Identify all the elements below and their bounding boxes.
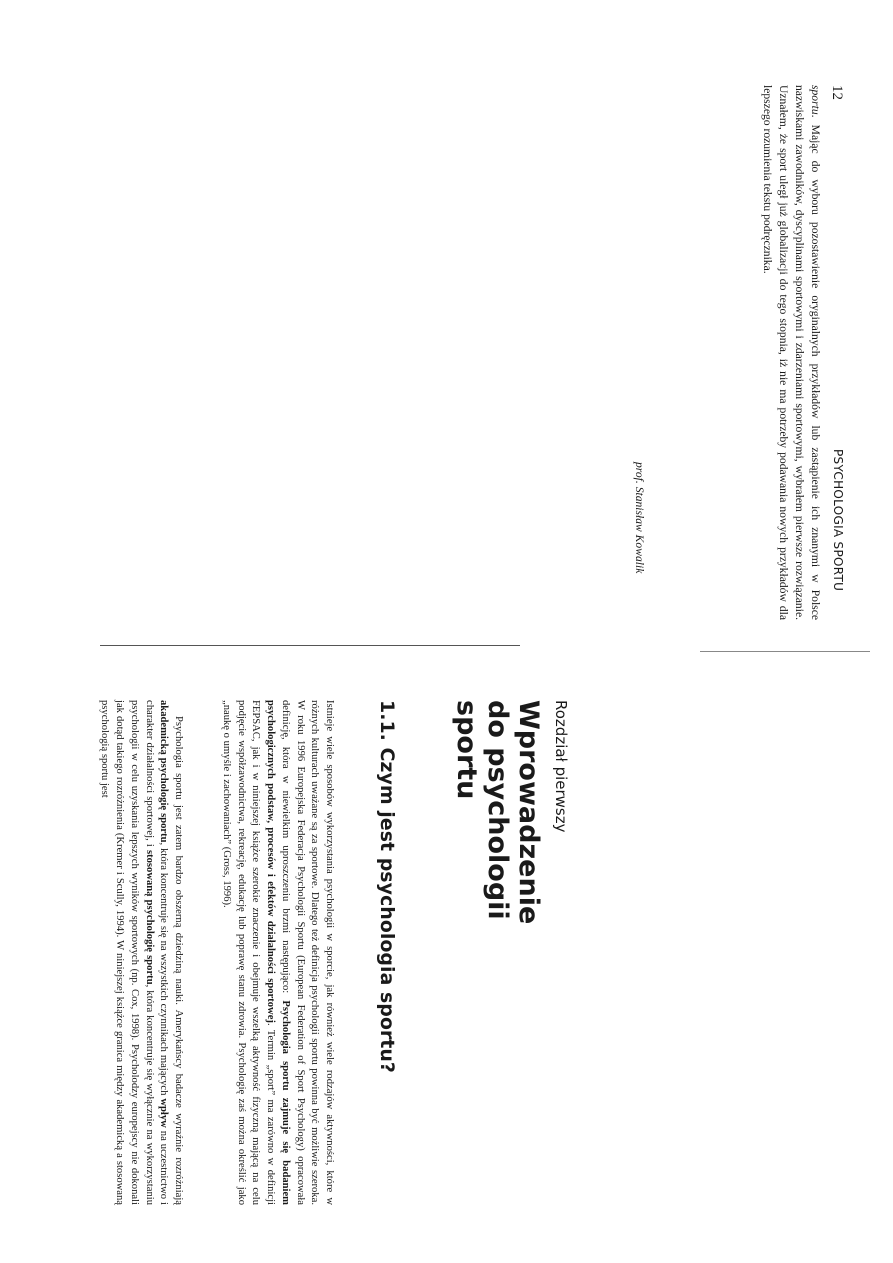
- text-run: Psychologia sportu jest zatem bardzo obszerną dziedziną nauki. Amerykańscy badacze wyraźnie rozróżniają: [173, 716, 184, 1205]
- section-paragraph-2: [97, 700, 185, 1205]
- chapter-label: Rozdział pierwszy: [552, 700, 570, 833]
- author-signature: prof. Stanisław Kowalik: [633, 462, 646, 574]
- page-number: 12: [829, 85, 845, 100]
- preface-paragraph: [759, 85, 823, 620]
- page-divider-left: [100, 645, 520, 646]
- top-page: [85, 85, 845, 625]
- chapter-page: [10, 700, 570, 1210]
- running-head: PSYCHOLOGIA SPORTU: [831, 449, 845, 592]
- text-run: akademicką psychologię sportu: [158, 700, 170, 843]
- text-run: , która koncentruje się na wszystkich czynnikach mających: [158, 842, 170, 1099]
- text-run: Psychologia sportu zajmuje się badaniem psychologicznych podstaw, procesów i efektów działalności sportowej: [265, 700, 291, 1205]
- text-run: . Mając do wyboru pozostawienie oryginalnych przykładów lub zastąpienie ich znanymi w Polsce nazwiskami zawodników, dyscyplinami sportowymi i zdarzeniami sportowymi, wybrałem pierwsze rozwiązanie. Uznałem, że sport uległ już globalizacji do tego stopnia, iż nie ma potrzeby podawania nowych przykładów dla lepszego rozumienia tekstu podręcznika.: [760, 85, 822, 620]
- section-title: 1.1. Czym jest psychologia sportu?: [376, 700, 398, 1073]
- text-run: wpływ: [158, 1098, 170, 1128]
- chapter-title: Wprowadzenie do psychologii sportu: [451, 700, 544, 925]
- text-run: Istnieje wiele sposobów wykorzystania psychologii w sporcie, jak również wiele rodzajów aktywności, które w różnych kulturach uważane są za sportowe. Dlatego też definicja psychologii sportu powinna być możliwie szeroka. W roku 1996 Europejska Federacja Psychologii Sportu (European Federation of Sport Psychology) opracowała definicję, która w niewielkim uproszczeniu brzmi następująco:: [279, 700, 335, 1205]
- text-run: sportu: [809, 85, 822, 115]
- text-run: , która koncentruje się wyłącznie na wykorzystaniu psychologii w celu uzyskania lepszych wyników sportowych (np. Cox, 1998). Psycholodzy europejscy nie dokonali jak dotąd takiego rozróżnienia (Kremer i Scully, 1994). W niniejszej książce granica między akademicką a stosowaną psychologią sportu jest: [99, 700, 155, 1205]
- text-run: na uczestnictwo i charakter działalności sportowej, i: [143, 700, 170, 1205]
- text-run: . Termin „sport” ma zarówno w definicji FEPSAC, jak i w niniejszej książce szerokie znaczenie i obejmuje wszelką aktywność fizyczną mającą na celu podjęcie współzawodnictwa, rekreację, edukację lub poprawę stanu zdrowia. Psychologię zaś można określić jako „naukę o umyśle i zachowaniach” (Gross, 1996).: [221, 700, 277, 1206]
- text-run: stosowaną psychologię sportu: [143, 849, 155, 985]
- section-paragraph-1: [218, 700, 336, 1205]
- page-divider-right: [700, 651, 870, 652]
